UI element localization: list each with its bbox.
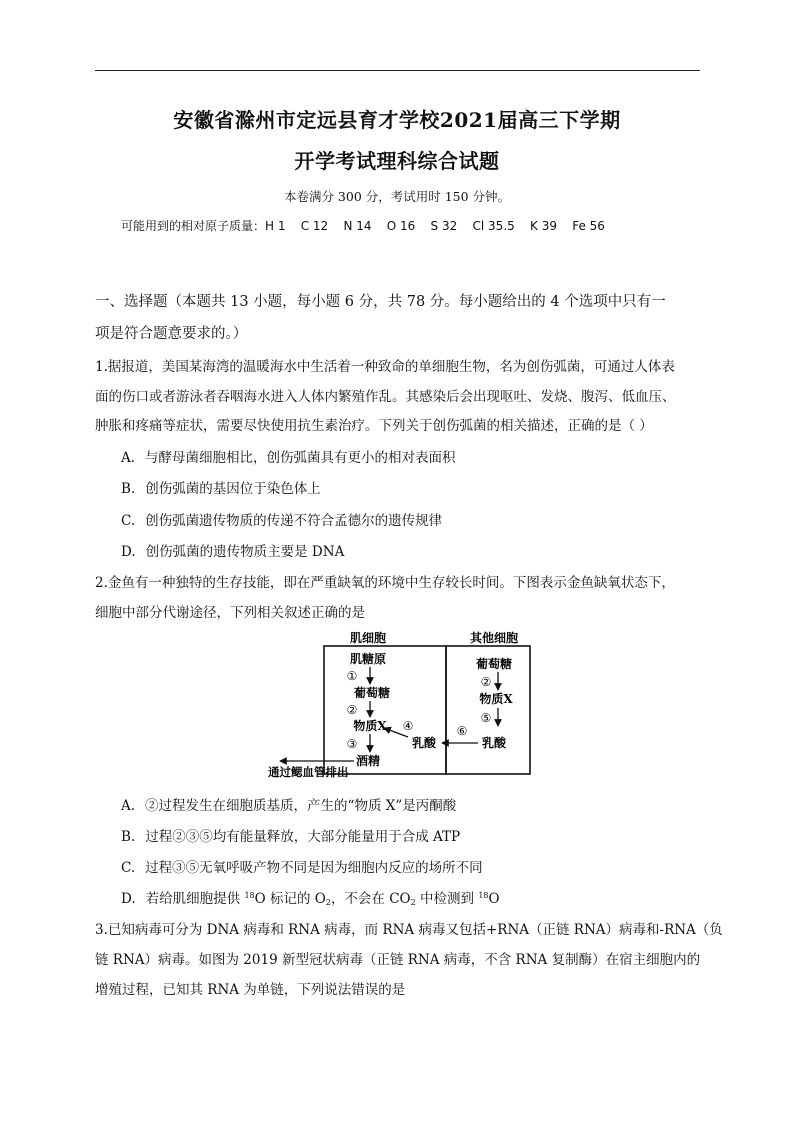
other-cell-header: 其他细胞 <box>469 631 519 645</box>
option-text: 创伤弧菌的基因位于染色体上 <box>145 481 321 497</box>
step-2-label-muscle: ② <box>346 703 358 717</box>
lactic-acid-other: 乳酸 <box>481 736 507 750</box>
option-text: 创伤弧菌的遗传物质主要是 DNA <box>145 544 345 560</box>
option-text-e: O <box>488 891 500 907</box>
q1-option-d <box>121 540 344 560</box>
q2-option-a <box>121 794 456 814</box>
option-letter: A. <box>121 450 136 466</box>
step-6-label: ⑥ <box>456 724 468 738</box>
q1-stem-line1: 1.据报道，美国某海湾的温暖海水中生活着一种致命的单细胞生物，名为创伤弧菌，可通过人体表 <box>95 359 675 375</box>
top-rule <box>95 70 700 71</box>
subscript-2: 2 <box>410 898 416 907</box>
lactic-acid-muscle: 乳酸 <box>411 736 437 750</box>
q2-option-b <box>121 825 460 845</box>
q2-option-d <box>121 887 500 907</box>
glucose-label-muscle: 葡萄糖 <box>353 686 391 700</box>
step-3-label: ③ <box>346 737 358 751</box>
q1-option-b <box>121 477 321 497</box>
subscript-2: 2 <box>325 898 331 907</box>
option-text-b: O 标记的 O <box>254 891 326 907</box>
substance-x-muscle: 物质X <box>353 719 387 733</box>
step-2-label-other: ② <box>480 675 492 689</box>
option-letter: B. <box>121 481 136 497</box>
muscle-cell-header: 肌细胞 <box>349 631 387 645</box>
option-letter: D. <box>121 891 136 907</box>
step-4-label: ④ <box>402 719 414 733</box>
section-heading-line1: 一、选择题（本题共 13 小题，每小题 6 分，共 78 分。每小题给出的 4 个选项中只有一 <box>95 294 666 310</box>
glycogen-label: 肌糖原 <box>349 652 387 666</box>
exam-title-line2: 开学考试理科综合试题 <box>294 149 500 173</box>
q3-stem-line1: 3.已知病毒可分为 DNA 病毒和 RNA 病毒，而 RNA 病毒又包括+RNA（正链 RNA）病毒和-RNA（负 <box>95 922 723 938</box>
exam-info: 本卷满分 300 分，考试用时 150 分钟。 <box>283 189 511 204</box>
glucose-label-other: 葡萄糖 <box>475 657 513 671</box>
q1-option-c <box>121 509 442 529</box>
isotope-mass-18: 18 <box>478 891 489 900</box>
exit-label: 通过鳃血管排出 <box>268 765 349 779</box>
exam-title-line1: 安徽省滁州市定远县育才学校2021届高三下学期 <box>173 108 621 132</box>
step-1-label: ① <box>346 669 358 683</box>
option-letter: A. <box>121 798 136 814</box>
option-text-a: 若给肌细胞提供 <box>145 891 245 907</box>
q3-stem-line2: 链 RNA）病毒。如图为 2019 新型冠状病毒（正链 RNA 病毒，不含 RNA 复制酶）在宿主细胞内的 <box>95 952 701 968</box>
option-letter: D. <box>121 544 136 560</box>
option-text: 与酵母菌细胞相比，创伤弧菌具有更小的相对表面积 <box>145 450 456 466</box>
atomic-masses: 可能用到的相对原子质量：H 1 C 12 N 14 O 16 S 32 Cl 35.5 K 39 Fe 56 <box>121 219 605 233</box>
option-text-c: ，不会在 CO <box>330 891 411 907</box>
q1-stem-line2: 面的伤口或者游泳者吞咽海水进入人体内繁殖作乱。其感染后会出现呕吐、发烧、腹泻、低血压、 <box>95 389 676 405</box>
option-text: 创伤弧菌遗传物质的传递不符合孟德尔的遗传规律 <box>145 513 443 529</box>
option-letter: B. <box>121 829 136 845</box>
q3-stem-line3: 增殖过程，已知其 RNA 为单链，下列说法错误的是 <box>95 982 406 998</box>
substance-x-other: 物质X <box>479 692 513 706</box>
q2-stem-line2: 细胞中部分代谢途径，下列相关叙述正确的是 <box>95 605 365 621</box>
metabolism-diagram <box>262 628 534 780</box>
option-letter: C. <box>121 860 136 876</box>
isotope-mass-18: 18 <box>244 891 255 900</box>
q1-stem-line3: 肿胀和疼痛等症状，需要尽快使用抗生素治疗。下列关于创伤弧菌的相关描述，正确的是（ ） <box>95 418 653 434</box>
step-5-label: ⑤ <box>480 711 492 725</box>
alcohol-label: 酒精 <box>355 754 381 768</box>
q1-option-a <box>121 446 456 466</box>
option-text: 过程③⑤无氧呼吸产物不同是因为细胞内反应的场所不同 <box>145 860 483 876</box>
section-heading-line2: 项是符合题意要求的。） <box>95 326 248 342</box>
q2-stem-line1: 2.金鱼有一种独特的生存技能，即在严重缺氧的环境中生存较长时间。下图表示金鱼缺氧状态下， <box>95 575 675 591</box>
option-letter: C. <box>121 513 136 529</box>
option-text: ②过程发生在细胞质基质，产生的“物质 X”是丙酮酸 <box>145 798 457 814</box>
option-text-d: 中检测到 <box>415 891 479 907</box>
option-text: 过程②③⑤均有能量释放，大部分能量用于合成 ATP <box>145 829 461 845</box>
q2-option-c <box>121 856 483 876</box>
